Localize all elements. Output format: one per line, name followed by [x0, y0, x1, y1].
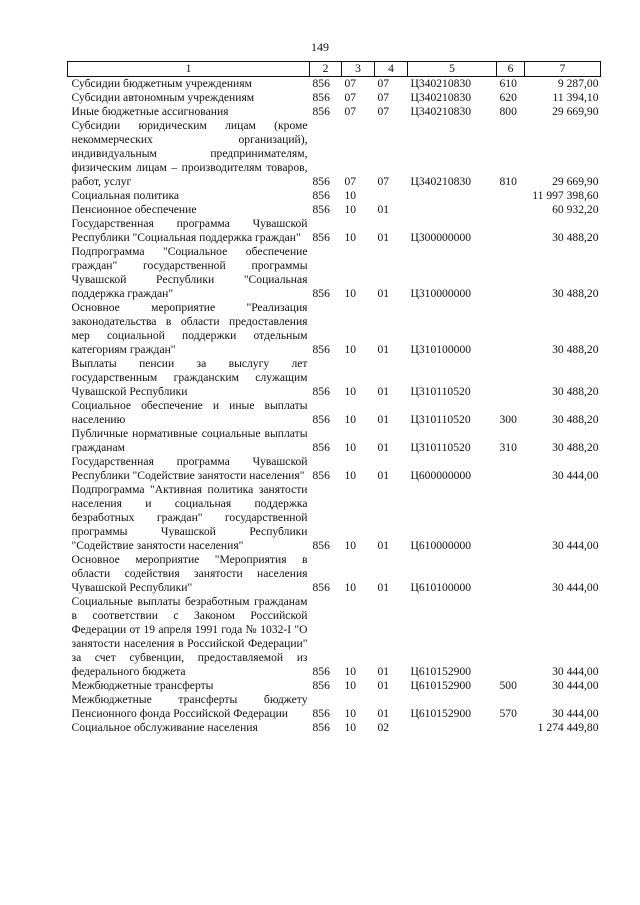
- table-row: [68, 399, 601, 427]
- row-amount: 30 488,20: [552, 231, 599, 244]
- row-name: Основное мероприятие "Мероприятия в области содействия занятости населения Чувашской Республики": [71, 553, 308, 594]
- table-row: [68, 189, 601, 203]
- table-row: [68, 301, 601, 357]
- row-section: 10: [344, 189, 357, 202]
- header-col-4: 4: [375, 62, 408, 77]
- row-name: Социальное обеспечение и иные выплаты населению: [71, 399, 308, 426]
- row-subsection: 01: [377, 287, 390, 300]
- row-subsection: 01: [377, 707, 390, 720]
- budget-table: [67, 61, 601, 735]
- row-amount: 30 444,00: [552, 469, 599, 482]
- row-amount: 30 444,00: [552, 679, 599, 692]
- table-row: [68, 427, 601, 455]
- row-ved-code: 856: [312, 91, 330, 104]
- row-subsection: 01: [377, 665, 390, 678]
- row-section: 10: [344, 385, 357, 398]
- header-col-2: 2: [310, 62, 342, 77]
- row-ved-code: 856: [312, 105, 330, 118]
- row-amount: 30 444,00: [552, 581, 599, 594]
- row-name: Социальное обслуживание населения: [71, 721, 258, 734]
- row-expense-type: 300: [499, 413, 517, 426]
- row-section: 10: [344, 441, 357, 454]
- table-row: [68, 693, 601, 721]
- row-name: Иные бюджетные ассигнования: [71, 105, 229, 118]
- row-name: Субсидии юридическим лицам (кроме некоммерческих организаций), индивидуальным предпринимателям, физическим лицам – производителям товаров, работ, услуг: [71, 119, 308, 188]
- row-target-article: Ц310110520: [410, 385, 471, 398]
- row-ved-code: 856: [312, 189, 330, 202]
- row-subsection: 07: [377, 105, 390, 118]
- row-expense-type: 800: [499, 105, 517, 118]
- row-target-article: [408, 721, 497, 735]
- row-subsection: 01: [377, 469, 390, 482]
- row-target-article: Ц340210830: [410, 77, 472, 90]
- row-amount: 29 669,90: [552, 105, 599, 118]
- row-subsection: 07: [377, 175, 390, 188]
- row-expense-type: [497, 217, 525, 245]
- row-ved-code: 856: [312, 175, 330, 188]
- header-col-6: 6: [497, 62, 525, 77]
- row-ved-code: 856: [312, 539, 330, 552]
- row-subsection: 01: [377, 441, 390, 454]
- row-name: Подпрограмма "Активная политика занятости населения и социальная поддержка безработных граждан" государственной программы Чувашской Республики "Содействие занятости населения": [71, 483, 308, 552]
- table-body: [68, 77, 601, 736]
- row-section: 10: [344, 721, 357, 734]
- row-amount: 30 488,20: [552, 343, 599, 356]
- row-subsection: 01: [377, 203, 390, 216]
- row-amount: 30 488,20: [552, 287, 599, 300]
- row-subsection: 01: [377, 231, 390, 244]
- row-name: Публичные нормативные социальные выплаты гражданам: [71, 427, 308, 454]
- table-row: [68, 679, 601, 693]
- row-subsection: 01: [377, 581, 390, 594]
- table-row: [68, 245, 601, 301]
- row-expense-type: 570: [499, 707, 517, 720]
- row-section: 10: [344, 231, 357, 244]
- row-ved-code: 856: [312, 581, 330, 594]
- row-expense-type: 310: [499, 441, 517, 454]
- row-target-article: Ц610000000: [410, 539, 472, 552]
- row-name: Государственная программа Чувашской Республики "Социальная поддержка граждан": [71, 217, 308, 244]
- row-expense-type: [497, 721, 525, 735]
- row-target-article: Ц340210830: [410, 175, 472, 188]
- row-target-article: Ц300000000: [410, 231, 472, 244]
- row-target-article: Ц600000000: [410, 469, 472, 482]
- row-subsection: [375, 189, 408, 203]
- row-ved-code: 856: [312, 385, 330, 398]
- row-subsection: 07: [377, 91, 390, 104]
- row-section: 07: [344, 105, 357, 118]
- row-target-article: Ц610100000: [410, 581, 472, 594]
- row-target-article: Ц340210830: [410, 105, 472, 118]
- row-amount: 30 444,00: [552, 539, 599, 552]
- row-expense-type: [497, 189, 525, 203]
- row-amount: 29 669,90: [552, 175, 599, 188]
- table-row: [68, 553, 601, 595]
- row-amount: 30 488,20: [552, 413, 599, 426]
- row-ved-code: 856: [312, 413, 330, 426]
- row-ved-code: 856: [312, 287, 330, 300]
- row-amount: 11 997 398,60: [532, 189, 599, 202]
- row-name: Выплаты пенсии за выслугу лет государственным гражданским служащим Чувашской Республики: [71, 357, 308, 398]
- row-ved-code: 856: [312, 343, 330, 356]
- row-amount: 9 287,00: [557, 77, 599, 90]
- header-col-3: 3: [342, 62, 375, 77]
- row-ved-code: 856: [312, 77, 330, 90]
- header-col-1: 1: [68, 62, 310, 77]
- row-name: Государственная программа Чувашской Республики "Содействие занятости населения": [71, 455, 308, 482]
- table-row: [68, 455, 601, 483]
- row-name: Основное мероприятие "Реализация законодательства в области предоставления мер социальной поддержки отдельным категориям граждан": [71, 301, 308, 356]
- row-name: Социальные выплаты безработным гражданам в соответствии с Законом Российской Федерации от 19 апреля 1991 года № 1032-I "О занятости населения в Российской Федерации" за счет субвенции, предоставляемой из федерального бюджета: [71, 595, 308, 678]
- row-ved-code: 856: [312, 441, 330, 454]
- row-subsection: 02: [377, 721, 390, 734]
- row-expense-type: [497, 245, 525, 301]
- row-name: Пенсионное обеспечение: [71, 203, 197, 216]
- row-section: 07: [344, 77, 357, 90]
- row-target-article: Ц310110520: [410, 441, 471, 454]
- table-row: [68, 357, 601, 399]
- header-col-5: 5: [408, 62, 497, 77]
- row-target-article: Ц310110520: [410, 413, 471, 426]
- row-section: 10: [344, 581, 357, 594]
- row-expense-type: [497, 553, 525, 595]
- row-expense-type: [497, 301, 525, 357]
- row-amount: 11 394,10: [552, 91, 599, 104]
- row-ved-code: 856: [312, 469, 330, 482]
- table-row: [68, 119, 601, 189]
- row-subsection: 01: [377, 679, 390, 692]
- row-amount: 30 488,20: [552, 385, 599, 398]
- row-section: 10: [344, 679, 357, 692]
- row-amount: 60 932,20: [552, 203, 599, 216]
- row-amount: 30 488,20: [552, 441, 599, 454]
- row-amount: 30 444,00: [552, 707, 599, 720]
- row-section: 10: [344, 343, 357, 356]
- row-target-article: Ц610152900: [410, 665, 472, 678]
- row-expense-type: [497, 203, 525, 217]
- row-target-article: [408, 189, 497, 203]
- row-section: 10: [344, 539, 357, 552]
- row-expense-type: [497, 455, 525, 483]
- row-name: Социальная политика: [71, 189, 180, 202]
- row-amount: 30 444,00: [552, 665, 599, 678]
- row-expense-type: 810: [499, 175, 517, 188]
- row-ved-code: 856: [312, 707, 330, 720]
- row-expense-type: 610: [499, 77, 517, 90]
- row-expense-type: [497, 595, 525, 679]
- row-target-article: Ц610152900: [410, 707, 472, 720]
- row-target-article: Ц610152900: [410, 679, 472, 692]
- row-section: 10: [344, 287, 357, 300]
- row-ved-code: 856: [312, 721, 330, 734]
- page-number: 149: [311, 40, 329, 54]
- row-expense-type: [497, 357, 525, 399]
- row-name: Субсидии бюджетным учреждениям: [71, 77, 252, 90]
- row-subsection: 01: [377, 413, 390, 426]
- row-section: 10: [344, 203, 357, 216]
- row-expense-type: 620: [499, 91, 517, 104]
- row-target-article: Ц340210830: [410, 91, 472, 104]
- row-section: 10: [344, 665, 357, 678]
- table-row: [68, 217, 601, 245]
- row-name: Подпрограмма "Социальное обеспечение граждан" государственной программы Чувашской Республики "Социальная поддержка граждан": [71, 245, 308, 300]
- row-subsection: 07: [377, 77, 390, 90]
- row-ved-code: 856: [312, 665, 330, 678]
- row-section: 07: [344, 175, 357, 188]
- row-subsection: 01: [377, 539, 390, 552]
- row-section: 07: [344, 91, 357, 104]
- row-name: Межбюджетные трансферты: [71, 679, 214, 692]
- table-row: [68, 483, 601, 553]
- row-section: 10: [344, 413, 357, 426]
- row-amount: 1 274 449,80: [537, 721, 599, 734]
- row-target-article: Ц310100000: [410, 343, 472, 356]
- row-ved-code: 856: [312, 203, 330, 216]
- header-row: [68, 62, 601, 77]
- table-row: [68, 77, 601, 92]
- row-expense-type: 500: [499, 679, 517, 692]
- row-subsection: 01: [377, 343, 390, 356]
- row-subsection: 01: [377, 385, 390, 398]
- row-ved-code: 856: [312, 231, 330, 244]
- row-target-article: Ц310000000: [410, 287, 472, 300]
- row-name: Межбюджетные трансферты бюджету Пенсионного фонда Российской Федерации: [71, 693, 308, 720]
- row-expense-type: [497, 483, 525, 553]
- table-row: [68, 91, 601, 105]
- table-row: [68, 721, 601, 735]
- table-row: [68, 595, 601, 679]
- row-section: 10: [344, 707, 357, 720]
- row-target-article: [408, 203, 497, 217]
- row-ved-code: 856: [312, 679, 330, 692]
- row-name: Субсидии автономным учреждениям: [71, 91, 255, 104]
- table-row: [68, 203, 601, 217]
- header-col-7: 7: [525, 62, 601, 77]
- row-section: 10: [344, 469, 357, 482]
- table-row: [68, 105, 601, 119]
